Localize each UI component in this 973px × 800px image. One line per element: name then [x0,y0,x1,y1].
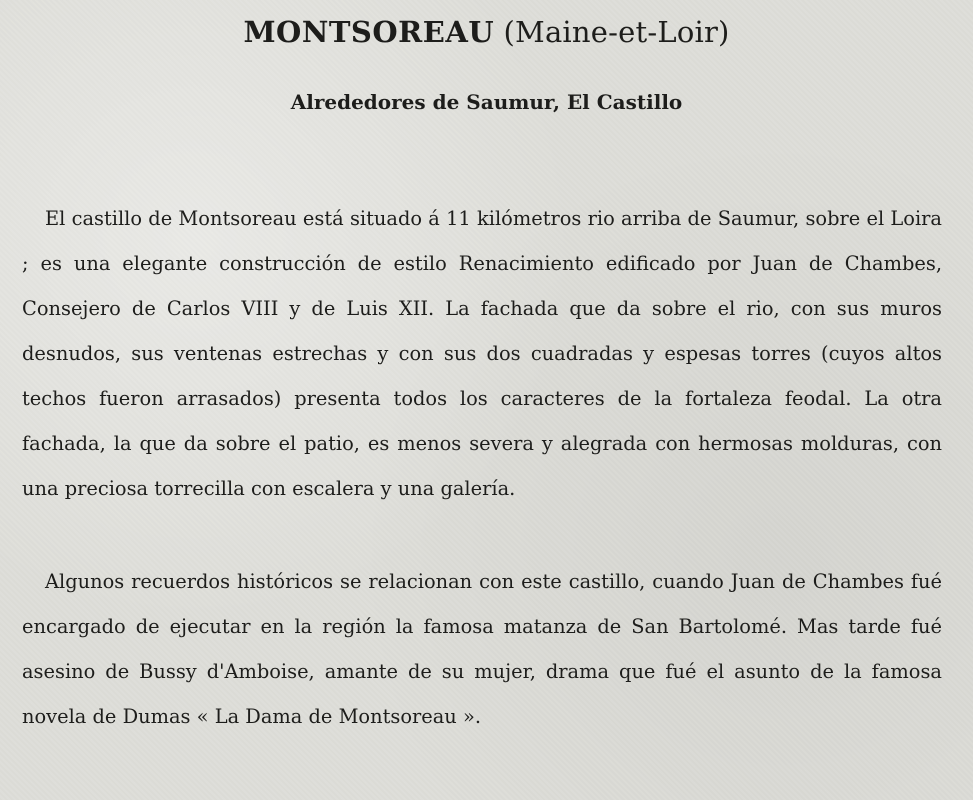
paragraph-1: El castillo de Montsoreau está situado á 11 kilómetros rio arriba de Saumur, sobre el Loira ; es una elegante construcción de estilo Renacimiento edificado por Juan de Chambes, Consejero de Carlos VIII y de Luis XII. La fachada que da sobre el rio, con sus muros desnudos, sus ventenas estrechas y con sus dos cuadradas y espesas torres (cuyos altos techos fueron arrasados) presenta todos los caracteres de la fortaleza feodal. La otra fachada, la que da sobre el patio, es menos severa y alegrada con hermosas molduras, con una preciosa torrecilla con escalera y una galería. [22,207,942,500]
paragraph-2: Algunos recuerdos históricos se relacionan con este castillo, cuando Juan de Chambes fué encargado de ejecutar en la región la famosa matanza de San Bartolomé. Mas tarde fué asesino de Bussy d'Amboise, amante de su mujer, drama que fué el asunto de la famosa novela de Dumas « La Dama de Montsoreau ». [22,570,942,728]
page-subtitle: Alrededores de Saumur, El Castillo [290,90,683,114]
title-main: MONTSOREAU [243,15,495,49]
title-region: (Maine-et-Loir) [503,15,730,49]
page-title [0,14,973,50]
